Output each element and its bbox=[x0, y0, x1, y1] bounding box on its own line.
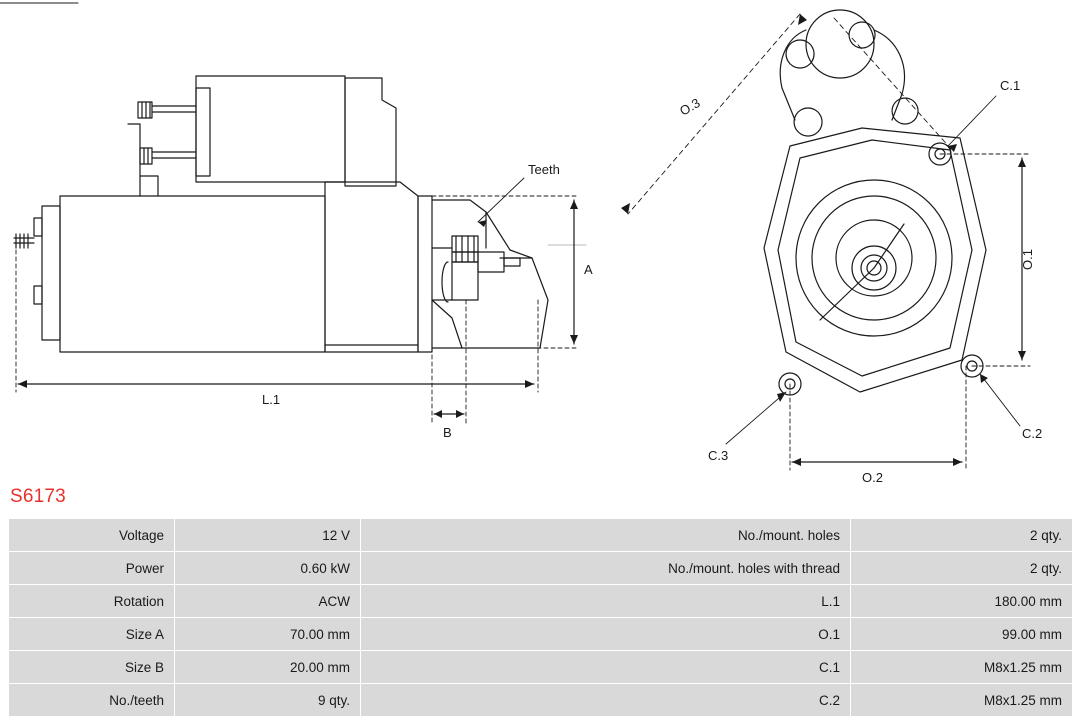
dim-o1-arrow-bottom bbox=[1018, 351, 1026, 360]
solenoid-nut-threads-2 bbox=[144, 148, 148, 164]
spec-value: ACW bbox=[175, 585, 361, 618]
spec-label: No./mount. holes with thread bbox=[361, 552, 851, 585]
table-row bbox=[9, 552, 1073, 585]
dim-o2-arrow-right bbox=[953, 458, 962, 466]
nose-outline bbox=[462, 258, 548, 348]
housing-left-arc bbox=[780, 30, 806, 120]
pinion-hub bbox=[452, 262, 478, 300]
side-view-group bbox=[14, 76, 586, 424]
rear-terminal-boss-1 bbox=[34, 218, 42, 236]
label-o3: O.3 bbox=[677, 95, 703, 119]
nose-bottom bbox=[432, 300, 462, 348]
spec-value: 0.60 kW bbox=[175, 552, 361, 585]
spec-label: Voltage bbox=[9, 519, 175, 552]
label-l1: L.1 bbox=[262, 392, 281, 407]
table-row bbox=[9, 519, 1073, 552]
spec-value: 2 qty. bbox=[851, 519, 1073, 552]
solenoid-rear bbox=[196, 88, 210, 176]
label-o2: O.2 bbox=[862, 470, 883, 485]
label-o1: O.1 bbox=[1020, 249, 1035, 270]
solenoid-bracket bbox=[140, 176, 158, 196]
pinion-teeth bbox=[456, 236, 474, 262]
solenoid-bolt-left bbox=[786, 40, 814, 68]
leader-c3 bbox=[726, 392, 786, 444]
drive-circle-inner bbox=[836, 220, 912, 296]
motor-rear-cap bbox=[42, 206, 60, 340]
nose-upper-edge bbox=[486, 212, 532, 258]
dim-o3-arrow-bottom bbox=[621, 203, 630, 214]
label-c1: C.1 bbox=[1000, 78, 1021, 93]
spec-label: Size B bbox=[9, 651, 175, 684]
dim-o3-arrow-top bbox=[798, 14, 807, 25]
dim-o1-arrow-top bbox=[1018, 158, 1026, 167]
spec-value: M8x1.25 mm bbox=[851, 684, 1073, 717]
drive-circle-outer bbox=[796, 180, 952, 336]
leader-c3-arrow bbox=[777, 392, 786, 402]
spec-label: C.2 bbox=[361, 684, 851, 717]
spec-label: O.1 bbox=[361, 618, 851, 651]
leader-c2 bbox=[980, 374, 1020, 426]
spec-label: No./mount. holes bbox=[361, 519, 851, 552]
solenoid-nut-threads-1 bbox=[142, 102, 150, 118]
spec-label: Rotation bbox=[9, 585, 175, 618]
solenoid-body bbox=[196, 76, 345, 182]
dim-l1-arrow-left bbox=[18, 380, 27, 388]
solenoid-bolt-top bbox=[849, 22, 875, 48]
motor-body bbox=[60, 196, 325, 352]
spec-value: 20.00 mm bbox=[175, 651, 361, 684]
drive-spoke-2 bbox=[820, 268, 874, 320]
spec-label: L.1 bbox=[361, 585, 851, 618]
spec-value: 12 V bbox=[175, 519, 361, 552]
drive-circle-mid bbox=[812, 196, 936, 320]
teeth-leader bbox=[478, 178, 524, 222]
spec-value: 180.00 mm bbox=[851, 585, 1073, 618]
dim-a-arrow-bottom bbox=[570, 335, 578, 344]
spec-value: 9 qty. bbox=[175, 684, 361, 717]
label-c2: C.2 bbox=[1022, 426, 1043, 441]
mount-flange-inner bbox=[778, 140, 972, 376]
rear-terminal-boss-2 bbox=[34, 286, 42, 304]
housing-flange bbox=[418, 196, 432, 352]
table-row bbox=[9, 585, 1073, 618]
part-number: S6173 bbox=[10, 486, 66, 507]
pinion-shaft bbox=[478, 252, 504, 272]
front-view-group bbox=[621, 10, 1030, 470]
shaft-tip bbox=[504, 258, 520, 266]
dim-a-arrow-top bbox=[570, 200, 578, 209]
label-teeth: Teeth bbox=[528, 162, 560, 177]
dim-l1-arrow-right bbox=[525, 380, 534, 388]
solenoid-circle-top bbox=[806, 10, 874, 78]
dim-o3-line bbox=[628, 14, 800, 214]
spec-label: Power bbox=[9, 552, 175, 585]
drive-end-housing bbox=[325, 182, 418, 352]
solenoid-bolt-lower-left bbox=[794, 108, 822, 136]
spec-value: 99.00 mm bbox=[851, 618, 1073, 651]
spec-value: 70.00 mm bbox=[175, 618, 361, 651]
table-row bbox=[9, 618, 1073, 651]
solenoid-terminal-nut-2 bbox=[140, 148, 152, 164]
spec-label: Size A bbox=[9, 618, 175, 651]
solenoid-mount bbox=[128, 124, 140, 196]
table-row bbox=[9, 684, 1073, 717]
table-row bbox=[9, 651, 1073, 684]
dim-b-arrow-left bbox=[434, 410, 442, 418]
label-a: A bbox=[584, 262, 593, 277]
solenoid-cap bbox=[345, 78, 396, 186]
spec-value: 2 qty. bbox=[851, 552, 1073, 585]
specifications-table bbox=[8, 518, 1073, 717]
dim-o2-arrow-left bbox=[792, 458, 801, 466]
spec-value: M8x1.25 mm bbox=[851, 651, 1073, 684]
spec-label: C.1 bbox=[361, 651, 851, 684]
label-c3: C.3 bbox=[708, 448, 729, 463]
leader-c1 bbox=[948, 96, 996, 146]
spec-label: No./teeth bbox=[9, 684, 175, 717]
label-b: B bbox=[443, 425, 452, 440]
leader-c2-arrow bbox=[980, 374, 988, 383]
pinion-hub-curve bbox=[442, 262, 448, 302]
dim-b-arrow-right bbox=[456, 410, 464, 418]
housing-right-arc bbox=[874, 30, 904, 120]
